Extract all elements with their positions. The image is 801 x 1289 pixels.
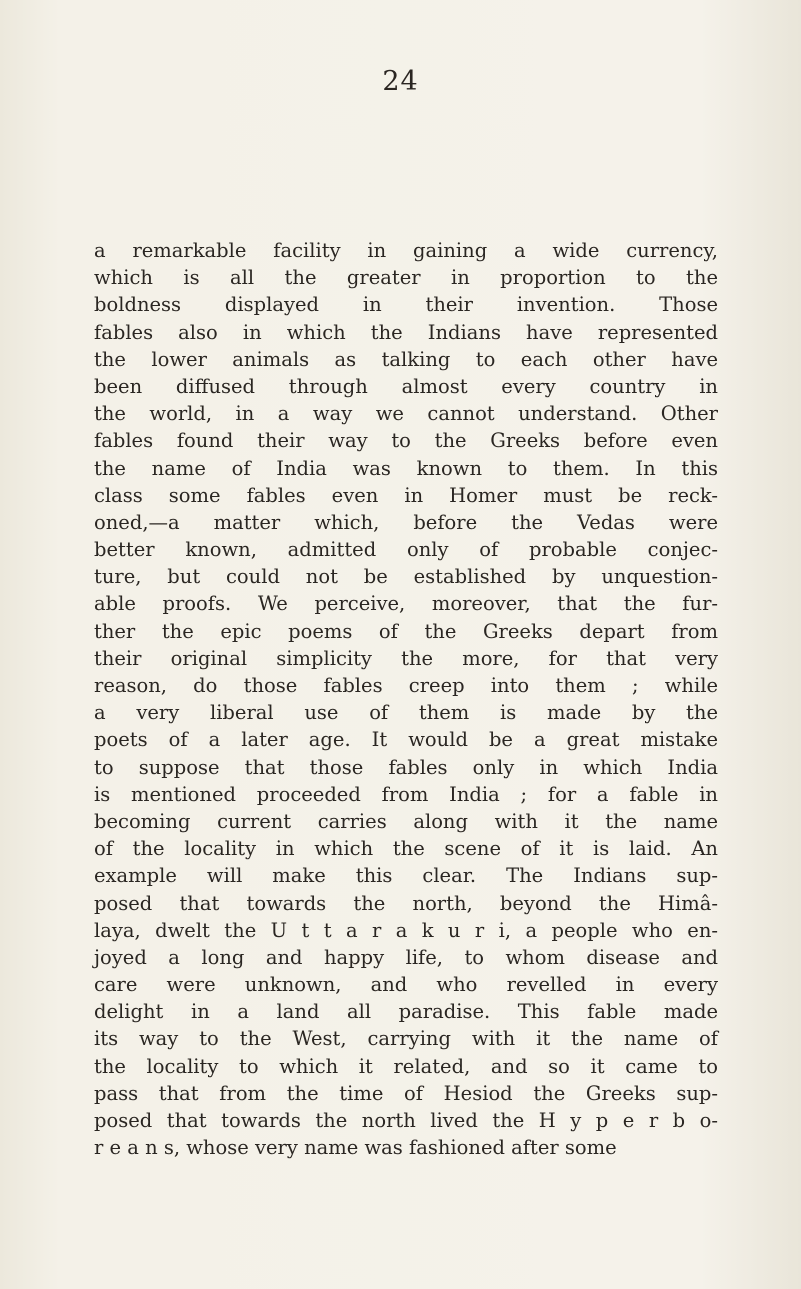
text-line: ture, but could not be established by unquestion- bbox=[94, 565, 718, 589]
text-line: posed that towards the north lived the H y p e r b o- bbox=[94, 1109, 718, 1132]
text-line: its way to the West, carrying with it the name of bbox=[94, 1027, 718, 1051]
text-line: reason, do those fables creep into them ; while bbox=[94, 674, 718, 697]
text-line: becoming current carries along with it the name bbox=[94, 809, 718, 833]
text-line: care were unknown, and who revelled in every bbox=[94, 973, 718, 997]
text-line: which is all the greater in proportion to the bbox=[94, 266, 718, 290]
text-line: joyed a long and happy life, to whom disease and bbox=[94, 945, 718, 969]
text-line: boldness displayed in their invention. Those bbox=[94, 293, 718, 317]
text-line: example will make this clear. The Indians sup- bbox=[94, 864, 718, 888]
text-line: r e a n s, whose very name was fashioned after some bbox=[94, 1136, 617, 1160]
text-line: a remarkable facility in gaining a wide currency, bbox=[94, 239, 718, 262]
text-line: their original simplicity the more, for that very bbox=[94, 646, 718, 670]
text-line: class some fables even in Homer must be reck- bbox=[94, 483, 718, 507]
text-line: poets of a later age. It would be a great mistake bbox=[94, 728, 718, 752]
text-line: able proofs. We perceive, moreover, that the fur- bbox=[94, 592, 718, 616]
text-line: laya, dwelt the U t t a r a k u r i, a people who en- bbox=[94, 918, 718, 942]
text-line: been diffused through almost every country in bbox=[94, 374, 718, 398]
text-line: oned,—a matter which, before the Vedas were bbox=[94, 510, 718, 534]
text-line: delight in a land all paradise. This fable made bbox=[94, 1000, 718, 1024]
text-line: better known, admitted only of probable conjec- bbox=[94, 538, 718, 562]
text-line: the lower animals as talking to each other have bbox=[94, 347, 718, 371]
text-line: is mentioned proceeded from India ; for a fable in bbox=[94, 782, 718, 806]
text-line: fables also in which the Indians have represented bbox=[94, 320, 718, 344]
text-line: the world, in a way we cannot understand. Other bbox=[94, 402, 718, 426]
body-text bbox=[94, 237, 718, 1161]
text-line: a very liberal use of them is made by the bbox=[94, 701, 718, 725]
page-number: 24 bbox=[382, 66, 419, 97]
text-line: to suppose that those fables only in which India bbox=[94, 755, 718, 779]
text-line: posed that towards the north, beyond the Himâ- bbox=[94, 891, 718, 915]
text-line: ther the epic poems of the Greeks depart from bbox=[94, 619, 718, 643]
text-line: fables found their way to the Greeks before even bbox=[94, 429, 718, 453]
text-line: pass that from the time of Hesiod the Greeks sup- bbox=[94, 1081, 718, 1105]
text-line: the locality to which it related, and so it came to bbox=[94, 1054, 718, 1078]
text-line: of the locality in which the scene of it is laid. An bbox=[94, 837, 718, 861]
text-line: the name of India was known to them. In this bbox=[94, 456, 718, 480]
